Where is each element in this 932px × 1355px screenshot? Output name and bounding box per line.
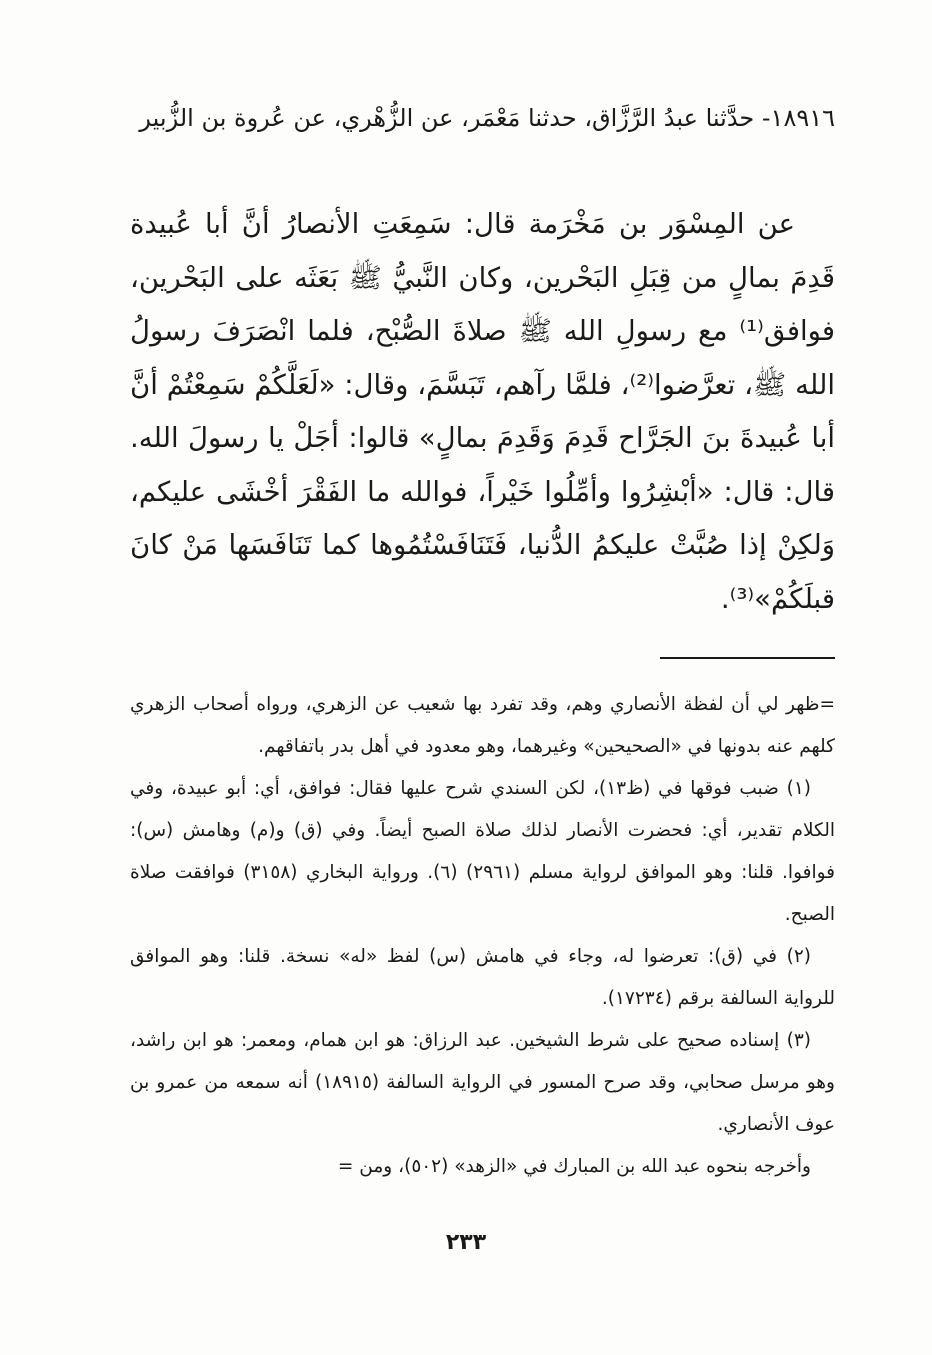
footnote-continuation: =ظهر لي أن لفظة الأنصاري وهم، وقد تفرد بها شعيب عن الزهري، ورواه أصحاب الزهري كلهم عنه بدونها في «الصحيحين» وغيرهما، وهو معدود في أهل بدر باتفاقهم.: [130, 694, 835, 757]
hadith-text: عن المِسْوَر بن مَخْرَمة قال: سَمِعَتِ الأنصارُ أنَّ أبا عُبيدة قَدِمَ بمالٍ من قِبَلِ البَحْرين، وكان النَّبيُّ ﷺ بَعَثَه على البَحْرين، فوافق⁽¹⁾ مع رسولِ الله ﷺ صلاةَ الصُّبْح، فلما انْصَرَفَ رسولُ الله ﷺ، تعرَّضوا⁽²⁾، فلمَّا رآهم، تَبَسَّمَ، وقال: «لَعَلَّكُمْ سَمِعْتُمْ أنَّ أبا عُبيدةَ بنَ الجَرَّاح قَدِمَ وَقَدِمَ بمالٍ» قالوا: أجَلْ يا رسولَ الله. قال: قال: «أبْشِرُوا وأمِّلُوا خَيْراً، فوالله ما الفَقْرَ أخْشَى عليكم، وَلكِنْ إذا صُبَّتْ عليكمُ الدُّنيا، فَتَنَافَسْتُمُوها كما تَنَافَسَها مَنْ كانَ قبلَكُمْ»⁽³⁾.: [130, 208, 835, 615]
hadith-header: ١٨٩١٦- حدَّثنا عبدُ الرَّزَّاق، حدثنا مَعْمَر، عن الزُّهْري، عن عُروة بن الزُّبير: [139, 104, 835, 132]
footnotes: [130, 684, 835, 1188]
footnote-divider: [660, 657, 835, 659]
page-number: ٢٣٣: [445, 1230, 487, 1255]
footnote-3-continuation: وأخرجه بنحوه عبد الله بن المبارك في «الزهد» (٥٠٢)، ومن =: [337, 1156, 811, 1177]
footnote-3: (٣) إسناده صحيح على شرط الشيخين. عبد الرزاق: هو ابن همام، ومعمر: هو ابن راشد، وهو مرسل صحابي، وقد صرح المسور في الرواية السالفة (١٨٩١٥) أنه سمعه من عمرو بن عوف الأنصاري.: [130, 1030, 835, 1135]
footnote-2: (٢) في (ق): تعرضوا له، وجاء في هامش (س) لفظ «له» نسخة. قلنا: وهو الموافق للرواية السالفة برقم (١٧٢٣٤).: [130, 946, 835, 1009]
footnote-1: (١) ضبب فوقها في (ظ١٣)، لكن السندي شرح عليها فقال: فوافق، أي: أبو عبيدة، وفي الكلام تقدير، أي: فحضرت الأنصار لذلك صلاة الصبح أيضاً. وفي (ق) و(م) وهامش (س): فوافوا. قلنا: وهو الموافق لرواية مسلم (٢٩٦١) (٦). ورواية البخاري (٣١٥٨) فوافقت صلاة الصبح.: [130, 778, 836, 925]
